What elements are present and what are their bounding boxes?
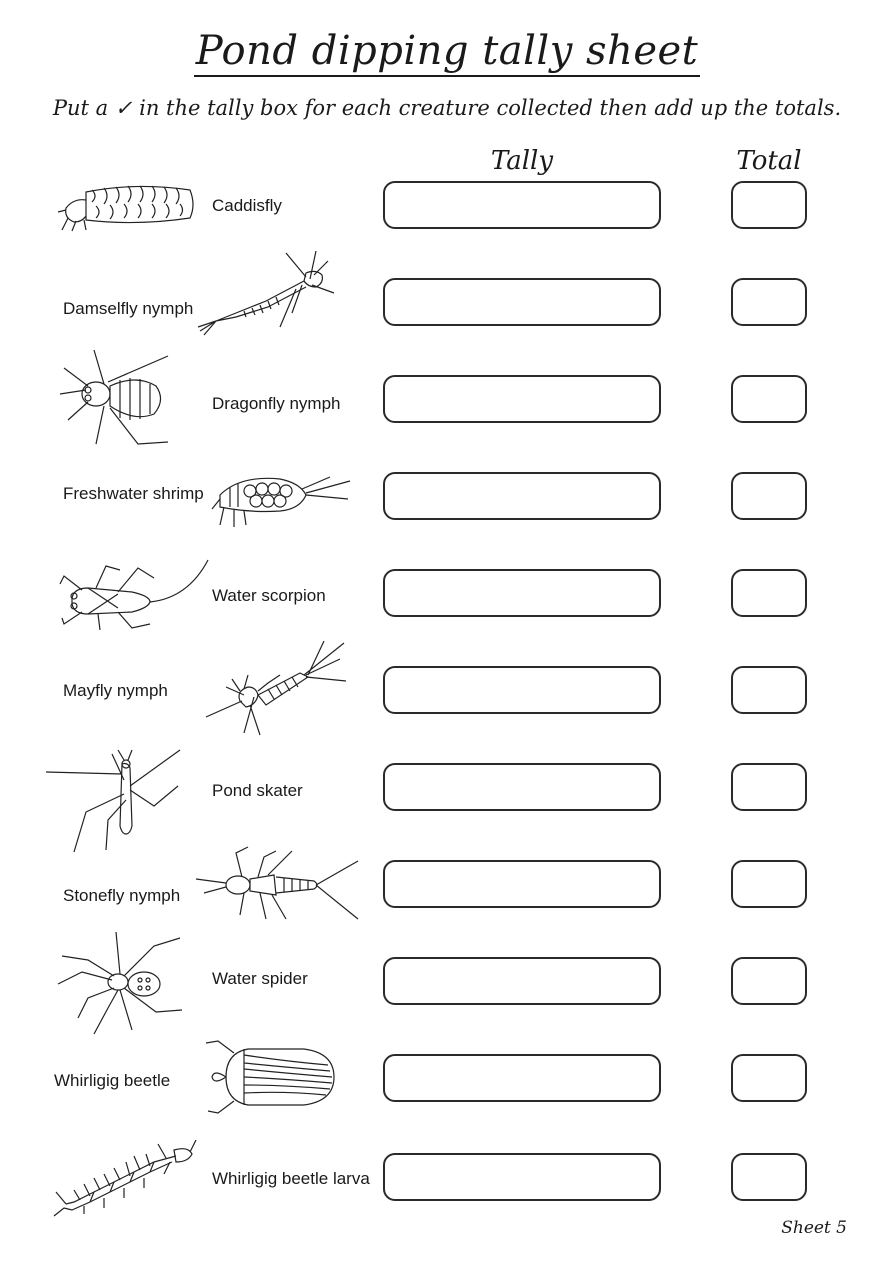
total-input-mayfly-nymph[interactable] — [731, 666, 807, 714]
creature-row-caddisfly — [0, 158, 894, 254]
creature-label: Whirligig beetle larva — [212, 1169, 370, 1188]
total-input-freshwater-shrimp[interactable] — [731, 472, 807, 520]
creature-label: Freshwater shrimp — [63, 484, 204, 503]
water-scorpion-icon — [58, 558, 210, 634]
tally-input-whirligig-beetle[interactable] — [383, 1054, 661, 1102]
total-input-whirligig-beetle-larva[interactable] — [731, 1153, 807, 1201]
creature-label: Damselfly nymph — [63, 299, 194, 318]
creature-row-water-spider — [0, 934, 894, 1030]
tally-column-header: Tally — [490, 146, 554, 176]
tally-input-caddisfly[interactable] — [383, 181, 661, 229]
tally-input-water-scorpion[interactable] — [383, 569, 661, 617]
stonefly-nymph-icon — [196, 843, 360, 927]
tally-input-water-spider[interactable] — [383, 957, 661, 1005]
total-input-dragonfly-nymph[interactable] — [731, 375, 807, 423]
creature-row-freshwater-shrimp — [0, 449, 894, 545]
water-spider-icon — [58, 930, 188, 1034]
creature-row-stonefly-nymph — [0, 837, 894, 933]
total-input-stonefly-nymph[interactable] — [731, 860, 807, 908]
creature-row-whirligig-beetle — [0, 1031, 894, 1127]
tally-input-freshwater-shrimp[interactable] — [383, 472, 661, 520]
total-input-whirligig-beetle[interactable] — [731, 1054, 807, 1102]
tally-input-damselfly-nymph[interactable] — [383, 278, 661, 326]
total-input-caddisfly[interactable] — [731, 181, 807, 229]
creature-label: Water scorpion — [212, 586, 326, 605]
instruction-text: Put a ✓ in the tally box for each creature collected then add up the totals. — [52, 96, 842, 120]
creature-label: Water spider — [212, 969, 308, 988]
creature-row-dragonfly-nymph — [0, 352, 894, 448]
creature-row-water-scorpion — [0, 546, 894, 642]
creature-label: Caddisfly — [212, 196, 282, 215]
creature-label: Whirligig beetle — [54, 1071, 171, 1090]
sheet-number: Sheet 5 — [781, 1218, 847, 1238]
dragonfly-nymph-icon — [58, 348, 176, 452]
tally-input-whirligig-beetle-larva[interactable] — [383, 1153, 661, 1201]
whirligig-beetle-icon — [204, 1039, 338, 1115]
total-input-pond-skater[interactable] — [731, 763, 807, 811]
total-input-water-scorpion[interactable] — [731, 569, 807, 617]
creature-label: Dragonfly nymph — [212, 394, 341, 413]
total-column-header: Total — [736, 146, 802, 176]
creature-row-whirligig-beetle-larva — [0, 1128, 894, 1224]
mayfly-nymph-icon — [204, 639, 346, 737]
tally-input-mayfly-nymph[interactable] — [383, 666, 661, 714]
creature-row-pond-skater — [0, 740, 894, 836]
freshwater-shrimp-icon — [210, 473, 352, 531]
caddisfly-icon — [56, 180, 196, 232]
total-input-damselfly-nymph[interactable] — [731, 278, 807, 326]
creature-row-mayfly-nymph — [0, 643, 894, 739]
tally-input-dragonfly-nymph[interactable] — [383, 375, 661, 423]
total-input-water-spider[interactable] — [731, 957, 807, 1005]
page-title: Pond dipping tally sheet — [0, 28, 894, 74]
whirligig-beetle-larva-icon — [54, 1132, 196, 1218]
damselfly-nymph-icon — [196, 249, 336, 341]
tally-input-pond-skater[interactable] — [383, 763, 661, 811]
creature-label: Pond skater — [212, 781, 303, 800]
creature-label: Stonefly nymph — [63, 886, 181, 905]
creature-row-damselfly-nymph — [0, 255, 894, 351]
creature-label: Mayfly nymph — [63, 681, 168, 700]
tally-input-stonefly-nymph[interactable] — [383, 860, 661, 908]
